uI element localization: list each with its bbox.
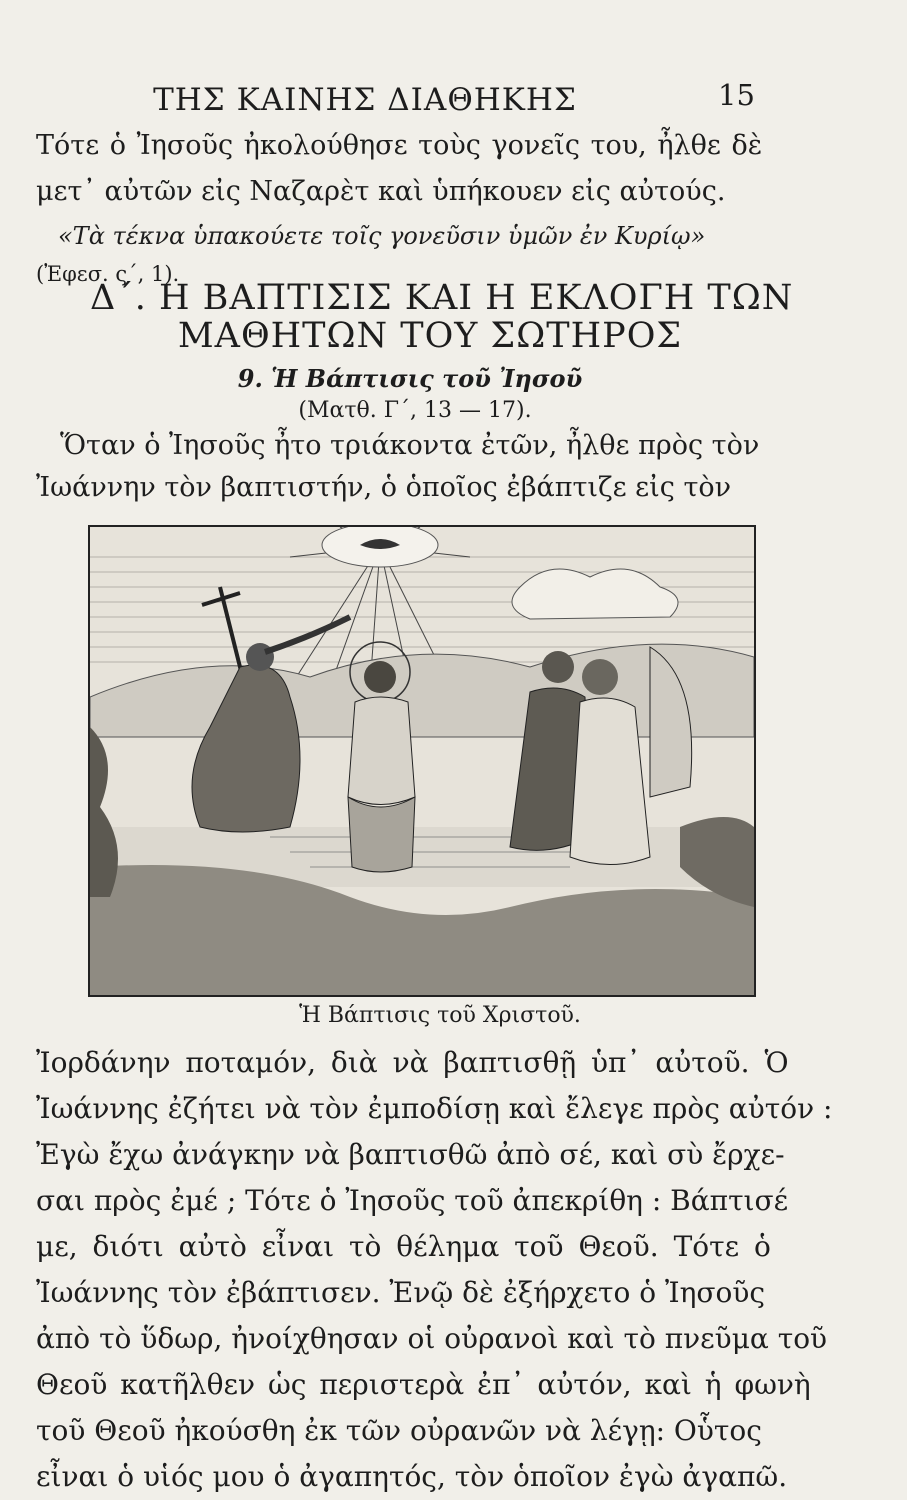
body-line-4: Ἰωάννης ἐζήτει νὰ τὸν ἐμποδίσῃ καὶ ἔλεγε πρὸς αὐτόν :	[36, 1092, 833, 1125]
section-heading-line-2: ΜΑΘΗΤΩΝ ΤΟΥ ΣΩΤΗΡΟΣ	[177, 316, 683, 356]
intro-line-1: Τότε ὁ Ἰησοῦς ἠκολούθησε τοὺς γονεῖς του, ἦλθε δὲ	[36, 130, 763, 161]
body-line-1: Ὅταν ὁ Ἰησοῦς ἦτο τριάκοντα ἐτῶν, ἦλθε πρὸς τὸν	[60, 430, 760, 461]
section-heading-line-1: Δ΄. Η ΒΑΠΤΙΣΙΣ ΚΑΙ Η ΕΚΛΟΓΗ ΤΩΝ	[90, 278, 794, 318]
scripture-quote: «Τὰ τέκνα ὑπακούετε τοῖς γονεῦσιν ὑμῶν ἐν Κυρίῳ»	[58, 222, 706, 250]
body-line-11: τοῦ Θεοῦ ἠκούσθη ἐκ τῶν οὐρανῶν νὰ λέγῃ: Οὗτος	[36, 1414, 762, 1447]
lesson-title: 9. Ἡ Βάπτισις τοῦ Ἰησοῦ	[237, 364, 583, 393]
body-line-12: εἶναι ὁ υἱός μου ὁ ἀγαπητός, τὸν ὁποῖον ἐγὼ ἀγαπῶ.	[36, 1460, 788, 1493]
intro-line-2: μετ᾽ αὐτῶν εἰς Ναζαρὲτ καὶ ὑπήκουεν εἰς αὐτούς.	[36, 176, 726, 207]
lesson-reference: (Ματθ. Γ΄, 13 — 17).	[298, 398, 532, 423]
body-line-6: σαι πρὸς ἐμέ ; Τότε ὁ Ἰησοῦς τοῦ ἀπεκρίθη : Βάπτισέ	[36, 1184, 789, 1217]
body-line-8: Ἰωάννης τὸν ἐβάπτισεν. Ἐνῷ δὲ ἐξήρχετο ὁ Ἰησοῦς	[36, 1276, 766, 1309]
body-line-7: με, διότι αὐτὸ εἶναι τὸ θέλημα τοῦ Θεοῦ. Τότε ὁ	[36, 1230, 771, 1263]
page-number: 15	[718, 78, 755, 112]
baptism-engraving	[88, 525, 756, 997]
body-line-9: ἀπὸ τὸ ὕδωρ, ἠνοίχθησαν οἱ οὐρανοὶ καὶ τὸ πνεῦμα τοῦ	[36, 1322, 828, 1355]
running-header: ΤΗΣ ΚΑΙΝΗΣ ΔΙΑΘΗΚΗΣ	[153, 82, 577, 118]
illustration-caption: Ἡ Βάπτισις τοῦ Χριστοῦ.	[299, 1003, 581, 1028]
body-line-3: Ἰορδάνην ποταμόν, διὰ νὰ βαπτισθῇ ὑπ᾽ αὐτοῦ. Ὁ	[36, 1046, 789, 1079]
body-line-10: Θεοῦ κατῆλθεν ὡς περιστερὰ ἐπ᾽ αὐτόν, καὶ ἡ φωνὴ	[36, 1368, 811, 1401]
scripture-reference: (Ἐφεσ. ς΄, 1).	[36, 262, 180, 286]
engraving-drawing	[90, 527, 754, 995]
body-line-5: Ἐγὼ ἔχω ἀνάγκην νὰ βαπτισθῶ ἀπὸ σέ, καὶ σὺ ἔρχε-	[36, 1138, 785, 1171]
body-line-2: Ἰωάννην τὸν βαπτιστήν, ὁ ὁποῖος ἐβάπτιζε εἰς τὸν	[36, 472, 732, 503]
